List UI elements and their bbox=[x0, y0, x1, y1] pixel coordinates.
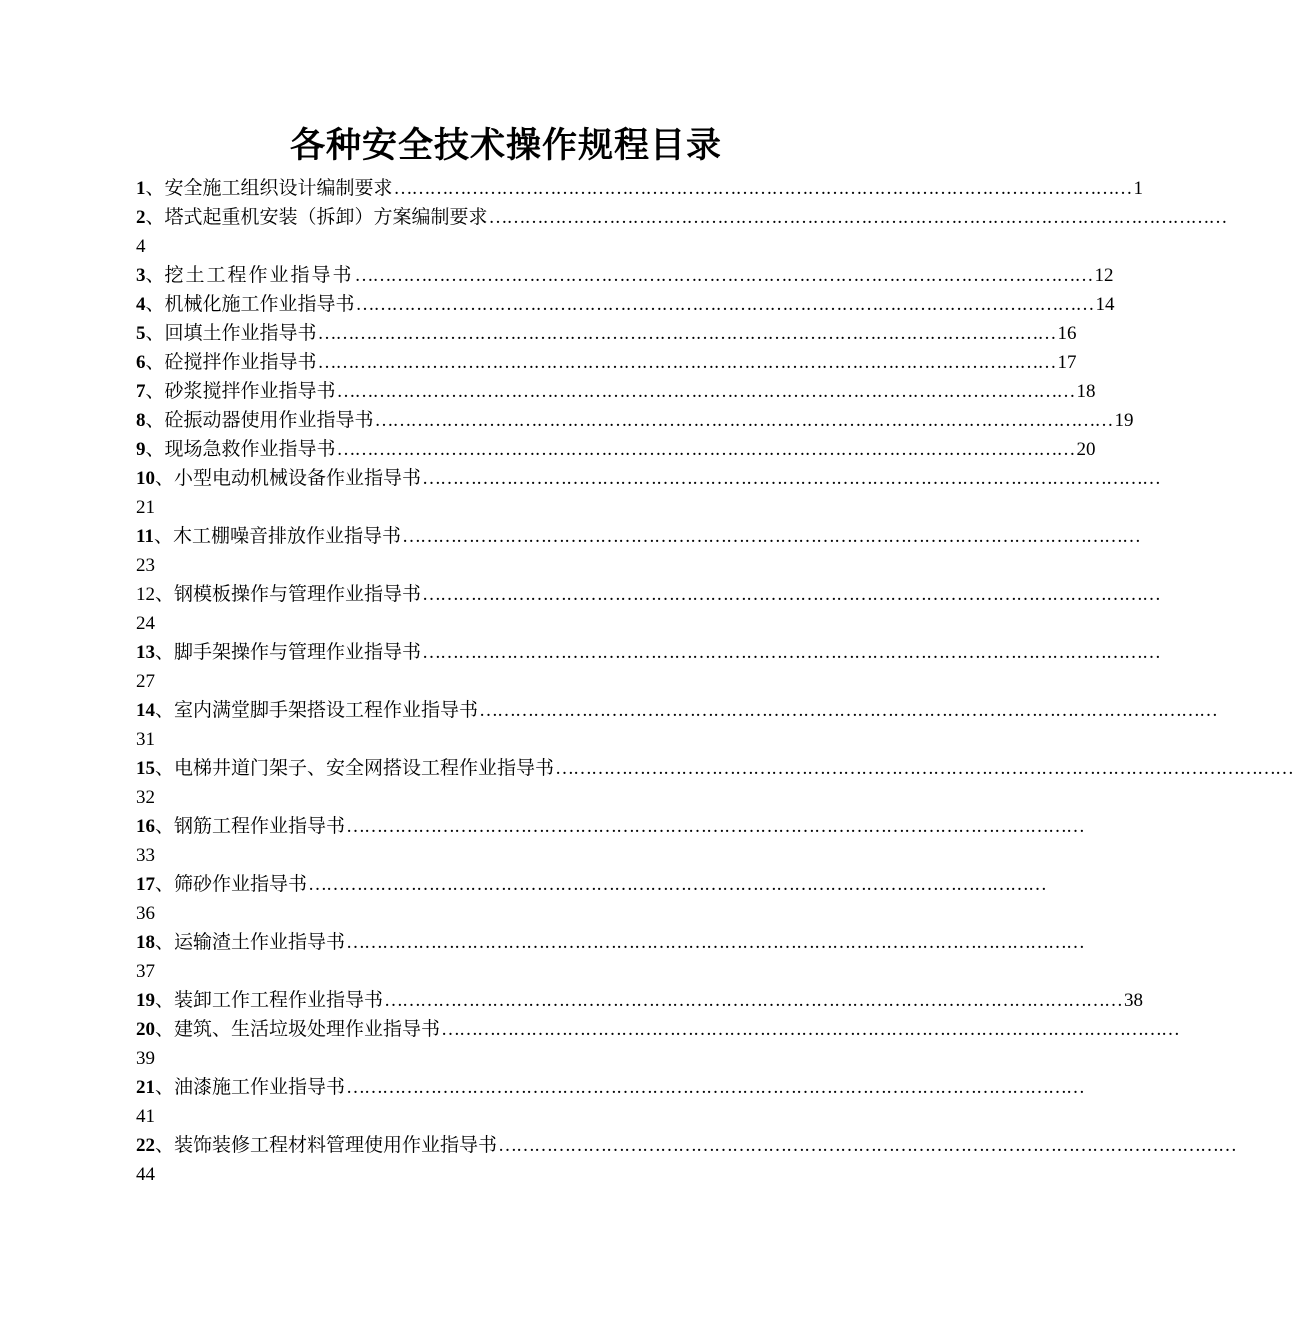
toc-entry-number: 2 bbox=[136, 207, 146, 228]
toc-entry-leader: …………………………………………………………………………………………………………… bbox=[441, 1019, 1180, 1040]
toc-entry-page-number: 14 bbox=[1095, 294, 1115, 315]
toc-entry-page-number: 12 bbox=[1094, 265, 1114, 286]
toc-entry-leader: …………………………………………………………………………………………………………… bbox=[422, 584, 1161, 605]
toc-entry-line bbox=[136, 406, 1134, 435]
toc-entry-separator: 、 bbox=[145, 438, 165, 460]
toc-entry-leader: …………………………………………………………………………………………………………… bbox=[355, 294, 1094, 315]
toc-entry-page-number: 31 bbox=[136, 729, 155, 750]
toc-entry[interactable] bbox=[136, 174, 1144, 203]
toc-entry-page-number: 27 bbox=[136, 671, 155, 692]
toc-entry[interactable] bbox=[136, 290, 1115, 319]
toc-entry[interactable] bbox=[136, 435, 1096, 464]
toc-entry-leader: …………………………………………………………………………………………………………… bbox=[374, 410, 1113, 431]
toc-entry-separator: 、 bbox=[145, 409, 165, 431]
toc-entry[interactable] bbox=[136, 812, 1085, 870]
toc-entry-number: 9 bbox=[136, 439, 146, 460]
toc-entry-line bbox=[136, 812, 1085, 841]
toc-entry-separator: 、 bbox=[155, 815, 175, 837]
toc-entry-separator: 、 bbox=[153, 525, 173, 547]
toc-entry-number: 17 bbox=[136, 874, 155, 895]
toc-entry-title: 脚手架操作与管理作业指导书 bbox=[174, 641, 422, 663]
toc-entry[interactable] bbox=[136, 754, 1293, 812]
toc-entry-number: 7 bbox=[136, 381, 146, 402]
toc-entry-number: 15 bbox=[136, 758, 155, 779]
toc-entry-page-number: 19 bbox=[1114, 410, 1134, 431]
toc-entry-page-number: 37 bbox=[136, 961, 155, 982]
toc-entry-leader: …………………………………………………………………………………………………………… bbox=[308, 874, 1047, 895]
toc-entry-separator: 、 bbox=[145, 177, 165, 199]
toc-entry-number: 16 bbox=[136, 816, 155, 837]
toc-entry-separator: 、 bbox=[155, 931, 175, 953]
toc-entry-title: 室内满堂脚手架搭设工程作业指导书 bbox=[174, 699, 479, 721]
toc-entry-separator: 、 bbox=[155, 1018, 175, 1040]
toc-entry-separator: 、 bbox=[155, 467, 175, 489]
toc-entry-line bbox=[136, 928, 1085, 957]
toc-entry-line bbox=[136, 696, 1218, 725]
toc-entry-line bbox=[136, 261, 1114, 290]
toc-entry-line bbox=[136, 754, 1293, 783]
toc-entry-separator: 、 bbox=[145, 322, 165, 344]
toc-entry-title: 油漆施工作业指导书 bbox=[174, 1076, 346, 1098]
toc-entry-leader: …………………………………………………………………………………………………………… bbox=[488, 207, 1227, 228]
toc-entry-number: 13 bbox=[136, 642, 155, 663]
toc-entry-page-number: 38 bbox=[1124, 990, 1144, 1011]
toc-entry-leader: …………………………………………………………………………………………………………… bbox=[354, 265, 1093, 286]
toc-entry-leader: …………………………………………………………………………………………………………… bbox=[555, 758, 1293, 779]
toc-entry-title: 木工棚噪音排放作业指导书 bbox=[172, 525, 401, 547]
toc-entry-leader: …………………………………………………………………………………………………………… bbox=[317, 323, 1056, 344]
toc-entry-title: 砼搅拌作业指导书 bbox=[164, 351, 317, 373]
toc-entry-page-number: 23 bbox=[136, 555, 155, 576]
toc-entry-page-number: 39 bbox=[136, 1048, 155, 1069]
toc-entry-number: 19 bbox=[136, 990, 155, 1011]
toc-entry-separator: 、 bbox=[145, 293, 165, 315]
toc-entry-separator: 、 bbox=[155, 583, 175, 605]
toc-entry[interactable] bbox=[136, 1015, 1180, 1073]
toc-entry-title: 砼振动器使用作业指导书 bbox=[164, 409, 374, 431]
toc-entry-separator: 、 bbox=[155, 699, 175, 721]
toc-entry-line bbox=[136, 203, 1227, 232]
toc-entry-leader: …………………………………………………………………………………………………………… bbox=[393, 178, 1132, 199]
toc-entry-separator: 、 bbox=[155, 641, 175, 663]
toc-entry-page-number: 4 bbox=[136, 236, 146, 257]
toc-entry-number: 8 bbox=[136, 410, 146, 431]
toc-entry-leader: …………………………………………………………………………………………………………… bbox=[479, 700, 1218, 721]
toc-entry-number: 5 bbox=[136, 323, 146, 344]
toc-entry-separator: 、 bbox=[155, 989, 175, 1011]
toc-entry-title: 砂浆搅拌作业指导书 bbox=[164, 380, 336, 402]
toc-entry-line bbox=[136, 1073, 1085, 1102]
toc-entry-separator: 、 bbox=[155, 757, 175, 779]
toc-entry-leader: …………………………………………………………………………………………………………… bbox=[384, 990, 1123, 1011]
toc-entry-title: 装卸工作工程作业指导书 bbox=[174, 989, 384, 1011]
toc-entry[interactable] bbox=[136, 464, 1161, 522]
toc-entry-line bbox=[136, 319, 1077, 348]
toc-entry-line bbox=[136, 870, 1047, 899]
toc-entry-line bbox=[136, 290, 1115, 319]
toc-entry-title: 塔式起重机安装（拆卸）方案编制要求 bbox=[164, 206, 488, 228]
toc-entry-number: 11 bbox=[136, 526, 154, 547]
toc-entry[interactable] bbox=[136, 580, 1161, 638]
toc-entry-title: 电梯井道门架子、安全网搭设工程作业指导书 bbox=[174, 757, 555, 779]
toc-entry-leader: …………………………………………………………………………………………………………… bbox=[498, 1135, 1237, 1156]
toc-entry-number: 3 bbox=[136, 265, 146, 286]
toc-entry-page-number: 36 bbox=[136, 903, 155, 924]
toc-entry[interactable] bbox=[136, 870, 1047, 928]
toc-entry-title: 安全施工组织设计编制要求 bbox=[164, 177, 393, 199]
toc-entry-number: 10 bbox=[136, 468, 155, 489]
toc-entry-number: 1 bbox=[136, 178, 146, 199]
toc-entry-number: 21 bbox=[136, 1077, 155, 1098]
toc-entry[interactable] bbox=[136, 203, 1227, 261]
table-of-contents bbox=[136, 174, 1293, 1189]
toc-entry-page-number: 17 bbox=[1057, 352, 1077, 373]
toc-entry-line bbox=[136, 580, 1161, 609]
toc-entry-separator: 、 bbox=[155, 1134, 175, 1156]
toc-entry-line bbox=[136, 1015, 1180, 1044]
toc-entry[interactable] bbox=[136, 319, 1077, 348]
toc-entry-number: 4 bbox=[136, 294, 146, 315]
toc-entry-page-number: 20 bbox=[1076, 439, 1096, 460]
toc-entry-number: 18 bbox=[136, 932, 155, 953]
toc-entry-line bbox=[136, 377, 1096, 406]
toc-entry-separator: 、 bbox=[145, 264, 165, 286]
toc-entry-title: 钢模板操作与管理作业指导书 bbox=[174, 583, 422, 605]
toc-entry-title: 现场急救作业指导书 bbox=[164, 438, 336, 460]
toc-entry-leader: …………………………………………………………………………………………………………… bbox=[336, 439, 1075, 460]
toc-entry-page-number: 18 bbox=[1076, 381, 1096, 402]
toc-entry-number: 22 bbox=[136, 1135, 155, 1156]
toc-entry-leader: …………………………………………………………………………………………………………… bbox=[317, 352, 1056, 373]
toc-entry-page-number: 33 bbox=[136, 845, 155, 866]
toc-entry-number: 14 bbox=[136, 700, 155, 721]
toc-entry-leader: …………………………………………………………………………………………………………… bbox=[346, 816, 1085, 837]
toc-entry-leader: …………………………………………………………………………………………………………… bbox=[336, 381, 1075, 402]
toc-entry-separator: 、 bbox=[145, 351, 165, 373]
toc-entry-leader: …………………………………………………………………………………………………………… bbox=[401, 526, 1140, 547]
toc-entry[interactable] bbox=[136, 986, 1144, 1015]
toc-entry[interactable] bbox=[136, 377, 1096, 406]
toc-entry-number: 20 bbox=[136, 1019, 155, 1040]
toc-entry-leader: …………………………………………………………………………………………………………… bbox=[346, 932, 1085, 953]
toc-entry[interactable] bbox=[136, 522, 1140, 580]
toc-entry-title: 小型电动机械设备作业指导书 bbox=[174, 467, 422, 489]
toc-entry-line bbox=[136, 464, 1161, 493]
toc-entry[interactable] bbox=[136, 1073, 1085, 1131]
toc-entry-separator: 、 bbox=[145, 206, 165, 228]
toc-entry-page-number: 1 bbox=[1133, 178, 1144, 199]
document-title: 各种安全技术操作规程目录 bbox=[289, 125, 722, 166]
toc-entry-line bbox=[136, 435, 1096, 464]
toc-entry-title: 运输渣土作业指导书 bbox=[174, 931, 346, 953]
toc-entry-line bbox=[136, 986, 1144, 1015]
toc-entry[interactable] bbox=[136, 696, 1218, 754]
toc-entry-number: 12 bbox=[136, 584, 155, 605]
toc-entry[interactable] bbox=[136, 928, 1085, 986]
toc-entry-page-number: 21 bbox=[136, 497, 155, 518]
toc-entry[interactable] bbox=[136, 406, 1134, 435]
toc-entry[interactable] bbox=[136, 1131, 1237, 1189]
toc-entry-page-number: 24 bbox=[136, 613, 155, 634]
toc-entry-line bbox=[136, 638, 1161, 667]
toc-entry-title: 回填土作业指导书 bbox=[164, 322, 317, 344]
toc-entry-title: 建筑、生活垃圾处理作业指导书 bbox=[174, 1018, 441, 1040]
toc-entry-title: 筛砂作业指导书 bbox=[174, 873, 308, 895]
toc-entry-line bbox=[136, 348, 1077, 377]
toc-entry-line bbox=[136, 522, 1140, 551]
toc-entry[interactable] bbox=[136, 638, 1161, 696]
toc-entry-number: 6 bbox=[136, 352, 146, 373]
toc-entry-line bbox=[136, 174, 1144, 203]
toc-entry-leader: …………………………………………………………………………………………………………… bbox=[346, 1077, 1085, 1098]
toc-entry-leader: …………………………………………………………………………………………………………… bbox=[422, 642, 1161, 663]
toc-entry-title: 挖土工程作业指导书 bbox=[164, 264, 354, 286]
toc-entry-title: 钢筋工程作业指导书 bbox=[174, 815, 346, 837]
toc-entry-page-number: 16 bbox=[1057, 323, 1077, 344]
toc-entry-separator: 、 bbox=[155, 873, 175, 895]
toc-entry[interactable] bbox=[136, 348, 1077, 377]
toc-entry-title: 装饰装修工程材料管理使用作业指导书 bbox=[174, 1134, 498, 1156]
toc-entry-title: 机械化施工作业指导书 bbox=[164, 293, 355, 315]
toc-entry-line bbox=[136, 1131, 1237, 1160]
toc-entry-page-number: 44 bbox=[136, 1164, 155, 1185]
toc-entry-page-number: 32 bbox=[136, 787, 155, 808]
toc-entry-page-number: 41 bbox=[136, 1106, 155, 1127]
toc-entry-leader: …………………………………………………………………………………………………………… bbox=[422, 468, 1161, 489]
toc-entry-separator: 、 bbox=[155, 1076, 175, 1098]
toc-entry-separator: 、 bbox=[145, 380, 165, 402]
toc-entry[interactable] bbox=[136, 261, 1114, 290]
